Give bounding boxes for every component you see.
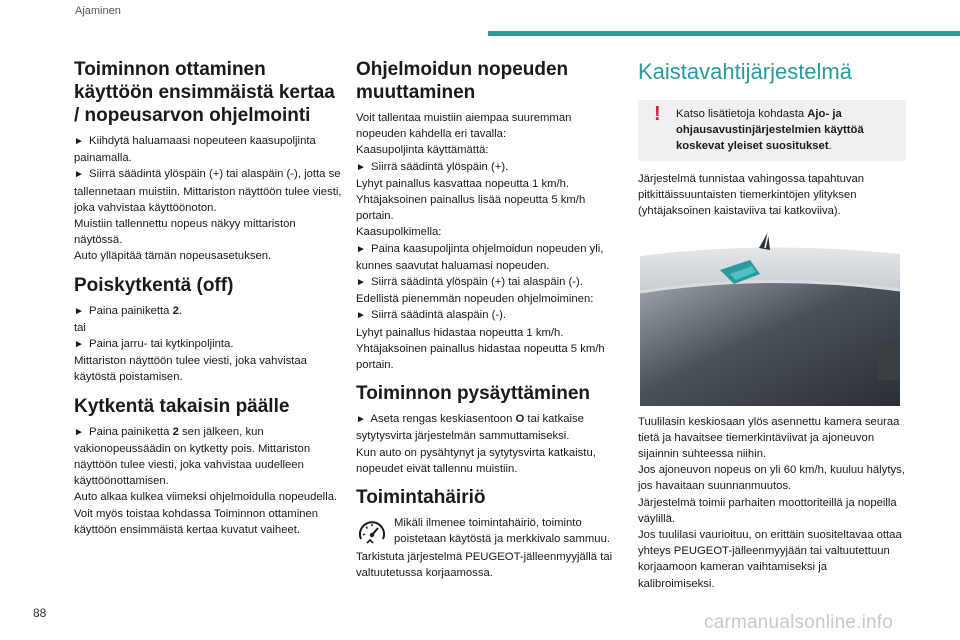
paragraph: Kun auto on pysähtynyt ja sytytysvirta katkaistu, nopeudet eivät tallennu muistiin. [356,446,596,475]
heading-lane-departure: Kaistavahtijärjestelmä [638,59,852,84]
paragraph: ► Kiihdytä haluamaasi nopeuteen kaasupoljinta painamalla. [74,135,316,165]
arrow-icon: ► [356,414,366,426]
paragraph: ► Aseta rengas keskiasentoon O tai katkaise sytytysvirta järjestelmän sammuttamiseksi. [356,413,584,443]
page-number: 88 [33,606,47,620]
paragraph: ► Paina painiketta 2 sen jälkeen, kun vakionopeussäädin on kytketty pois. Mittariston näyttöön tulee viesti, joka vahvistaa uudelleen käyttöönottamisen. [74,425,311,488]
paragraph: Kaasupoljinta käyttämättä: [356,144,489,157]
paragraph: tai [74,321,86,334]
header-accent-bar [488,31,960,36]
arrow-icon: ► [356,243,366,255]
column-middle [356,58,618,581]
paragraph: ► Siirrä säädintä ylöspäin (+). [356,160,509,173]
paragraph: Lyhyt painallus hidastaa nopeutta 1 km/h. [356,326,564,339]
arrow-icon: ► [356,277,366,289]
exclamation-icon: ! [654,103,661,125]
paragraph: Jos ajoneuvon nopeus on yli 60 km/h, kuuluu hälytys, jos havaitaan suunnanmuutos. [638,464,905,493]
paragraph: Tarkistuta järjestelmä PEUGEOT-jälleenmyyjällä tai valtuutetussa korjaamossa. [356,551,613,580]
arrow-icon: ► [74,339,84,351]
paragraph: ► Siirrä säädintä alaspäin (-). [356,309,507,322]
malfunction-row [356,515,618,549]
arrow-icon: ► [74,169,84,181]
paragraph: ► Siirrä säädintä ylöspäin (+) tai alaspäin (-). [356,276,583,289]
watermark: carmanualsonline.info [704,612,894,633]
heading-malfunction: Toimintahäiriö [356,487,486,509]
paragraph: Muistiin tallennettu nopeus näkyy mittariston näytössä. [74,218,296,247]
paragraph: Auto alkaa kulkea viimeksi ohjelmoidulla nopeudella. [74,491,338,504]
arrow-icon: ► [356,310,366,322]
paragraph: ► Paina jarru- tai kytkinpoljinta. [74,338,234,351]
arrow-icon: ► [74,426,84,438]
heading-stop-function: Toiminnon pysäyttäminen [356,383,591,405]
arrow-icon: ► [74,136,84,147]
paragraph: Jos tuulilasi vaurioituu, on erittäin suositeltavaa ottaa yhteys PEUGEOT-jälleenmyyjään tai valtuutettuun korjaamoon kameran vaihtamiseksi ja kalibroimiseksi. [638,529,902,590]
paragraph: ► Siirrä säädintä ylöspäin (+) tai alaspäin (-), jotta se tallennetaan muistiin. Mittariston näyttöön tulee viesti, joka vahvistaa käyttöönoton. [74,168,342,214]
paragraph: Voit myös toistaa kohdassa Toiminnon ottaminen käyttöön ensimmäistä kertaa kuvatut vaiheet. [74,507,319,536]
paragraph: Järjestelmä toimii parhaiten moottoriteillä ja nopeilla väylillä. [638,496,897,525]
paragraph: Järjestelmä tunnistaa vahingossa tapahtuvan pitkittäissuuntaisten tiemerkintöjen ylityksen (yhtäjaksoinen kaistaviiva tai katkoviiva). [638,173,865,218]
heading-change-speed: Ohjelmoidun nopeuden muuttaminen [356,59,569,103]
section-label: Ajaminen [75,5,121,17]
column-left [74,58,342,538]
paragraph: Auto ylläpitää tämän nopeusasetuksen. [74,250,272,263]
column-right [638,58,906,592]
paragraph: Voit tallentaa muistiin aiempaa suuremman nopeuden kahdella eri tavalla: [356,112,572,141]
arrow-icon: ► [74,305,84,317]
info-note: ! Katso lisätietoja kohdasta Ajo- ja ohjausavustinjärjestelmien käyttöä koskevat yleiset suositukset. [638,100,906,161]
paragraph: ► Paina kaasupoljinta ohjelmoidun nopeuden yli, kunnes saavutat haluamasi nopeuden. [356,242,604,272]
heading-switch-off: Poiskytkentä (off) [74,274,234,296]
windshield-camera-illustration [638,230,900,406]
paragraph: Yhtäjaksoinen painallus lisää nopeutta 5 km/h portain. [356,194,586,223]
paragraph: Yhtäjaksoinen painallus hidastaa nopeutta 5 km/h portain. [356,342,605,372]
paragraph: Mikäli ilmenee toimintahäiriö, toiminto poistetaan käytöstä ja merkkivalo sammuu. [394,517,610,546]
paragraph: Tuulilasin keskiosaan ylös asennettu kamera seuraa tietä ja havaitsee tiemerkintäviivat ja ajoneuvon sijainnin suhteessa niihin. [638,415,900,461]
paragraph: Edellistä pienemmän nopeuden ohjelmoiminen: [356,293,594,306]
arrow-icon: ► [356,161,366,173]
speed-limiter-warning-icon [356,517,388,549]
paragraph: Kaasupolkimella: [356,226,442,239]
windshield-image [638,230,900,406]
heading-first-activation: Toiminnon ottaminen käyttöön ensimmäistä kertaa / nopeusarvon ohjelmointi [74,59,335,126]
paragraph: ► Paina painiketta 2. [74,304,183,317]
paragraph: Lyhyt painallus kasvattaa nopeutta 1 km/h. [356,177,570,190]
heading-switch-on-again: Kytkentä takaisin päälle [74,395,290,417]
paragraph: Mittariston näyttöön tulee viesti, joka vahvistaa käytöstä poistamisen. [74,355,307,384]
